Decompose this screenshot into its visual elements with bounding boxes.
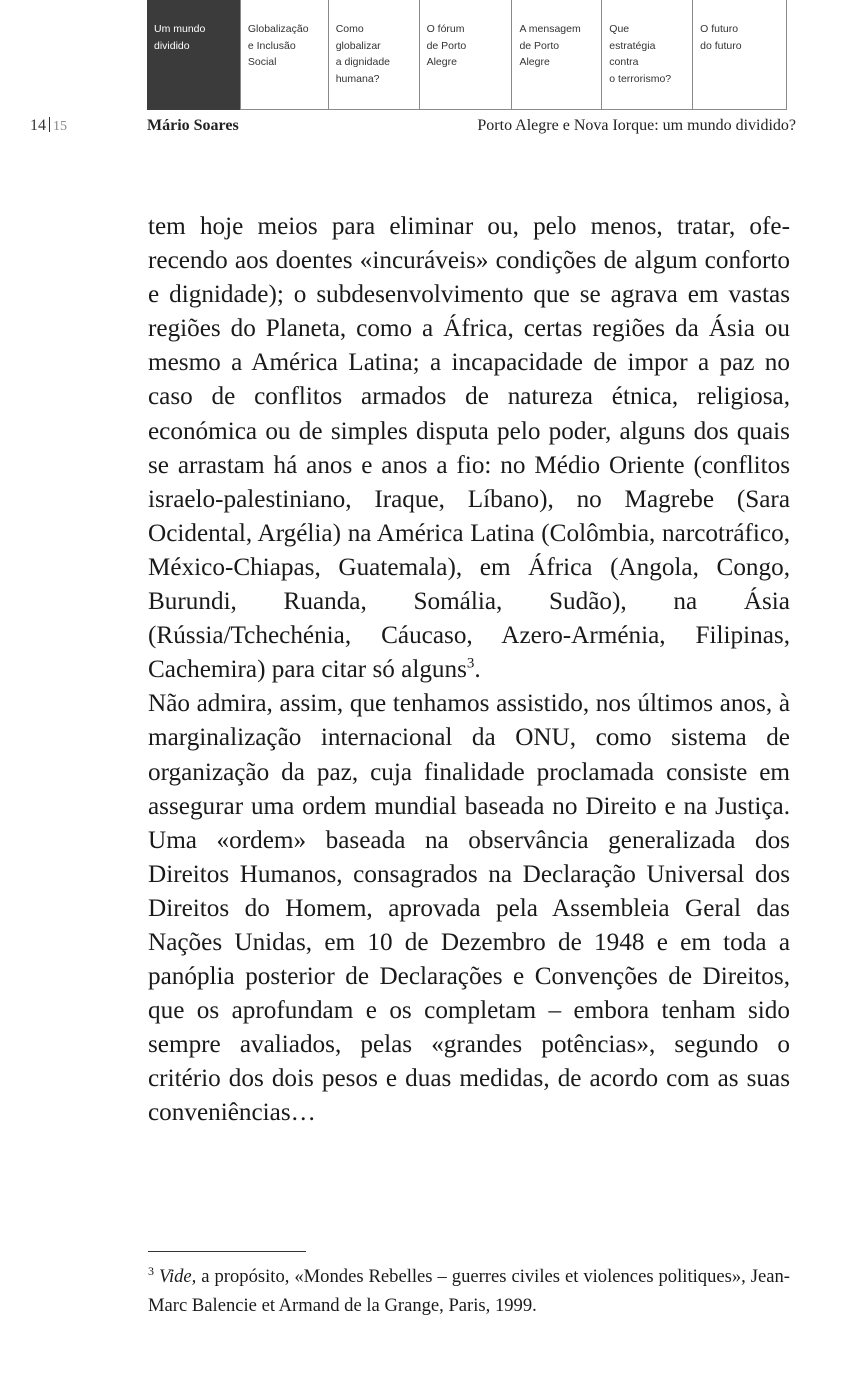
nav-tab-futuro-do-futuro[interactable]: O futuro do futuro: [692, 0, 786, 110]
nav-tab-um-mundo-dividido[interactable]: Um mundo dividido: [147, 0, 240, 110]
page-numbers: [30, 117, 67, 135]
page-number-right: 15: [53, 119, 67, 134]
footnote-ref-3[interactable]: 3: [466, 655, 475, 672]
footnote-text: a propósito, «Mondes Rebelles – guerres civiles et violences politiques», Jean-Marc Balencie et Armand de la Grange, Paris, 1999.: [148, 1266, 790, 1316]
paragraph-1: [148, 210, 790, 687]
running-header: [0, 113, 841, 143]
nav-tab-globalizacao-inclusao[interactable]: Globalização e Inclusão Social: [240, 0, 328, 110]
body-text: [148, 210, 790, 1131]
page-number-divider: [49, 117, 50, 132]
footnote-3: [148, 1262, 790, 1320]
author-name: Mário Soares: [147, 117, 239, 134]
paragraph-2: Não admira, assim, que tenhamos assistido, nos últimos anos, à marginalização internacional da ONU, como sistema de organização da paz, cuja finalidade proclamada consiste em assegurar uma ordem mundial baseada no Direito e na Justiça. Uma «ordem» baseada na observância generalizada dos Direitos Humanos, consagrados na Declaração Universal dos Direitos do Homem, aprovada pela Assembleia Geral das Nações Unidas, em 10 de Dezembro de 1948 e em toda a panóplia posterior de Declarações e Convenções de Direitos, que os aprofundam e os completam – embora tenham sido sempre avaliados, pelas «grandes potências», segundo o critério dos dois pesos e duas medidas, de acordo com as suas conveniências…: [148, 690, 790, 1127]
footnote-divider: [148, 1251, 306, 1252]
nav-tab-mensagem-porto-alegre[interactable]: A mensagem de Porto Alegre: [511, 0, 601, 110]
footnote-lead: Vide,: [158, 1266, 197, 1287]
page-number-left: 14: [30, 117, 46, 134]
nav-tab-estrategia-terrorismo[interactable]: Que estratégia contra o terrorismo?: [601, 0, 692, 110]
chapter-nav: [147, 0, 787, 110]
nav-tab-como-globalizar[interactable]: Como globalizar a dignidade humana?: [328, 0, 419, 110]
chapter-title: Porto Alegre e Nova Iorque: um mundo dividido?: [477, 117, 796, 134]
paragraph-1-text: tem hoje meios para eliminar ou, pelo menos, tratar, oferecendo aos doentes «incuráveis» condições de algum conforto e dignidade); o subdesenvolvimento que se agrava em vastas regiões do Planeta, como a África, certas regiões da Ásia ou mesmo a América Latina; a incapacidade de impor a paz no caso de conflitos armados de natureza étnica, religiosa, económica ou de simples disputa pelo poder, alguns dos quais se arrastam há anos e anos a fio: no Médio Oriente (conflitos israelo-palestiniano, Iraque, Líbano), no Magrebe (Sara Ocidental, Argélia) na América Latina (Colômbia, narcotráfico, México-Chiapas, Guatemala), em África (Angola, Congo, Burundi, Ruanda, Somália, Sudão), na Ásia (Rússia/Tchechénia, Cáucaso, Azero-Arménia, Filipinas, Cachemira) para citar só alguns: [148, 213, 790, 684]
footnote-number: 3: [148, 1263, 154, 1278]
nav-tab-forum-porto-alegre[interactable]: O fórum de Porto Alegre: [419, 0, 512, 110]
paragraph-1-end: .: [474, 656, 481, 684]
